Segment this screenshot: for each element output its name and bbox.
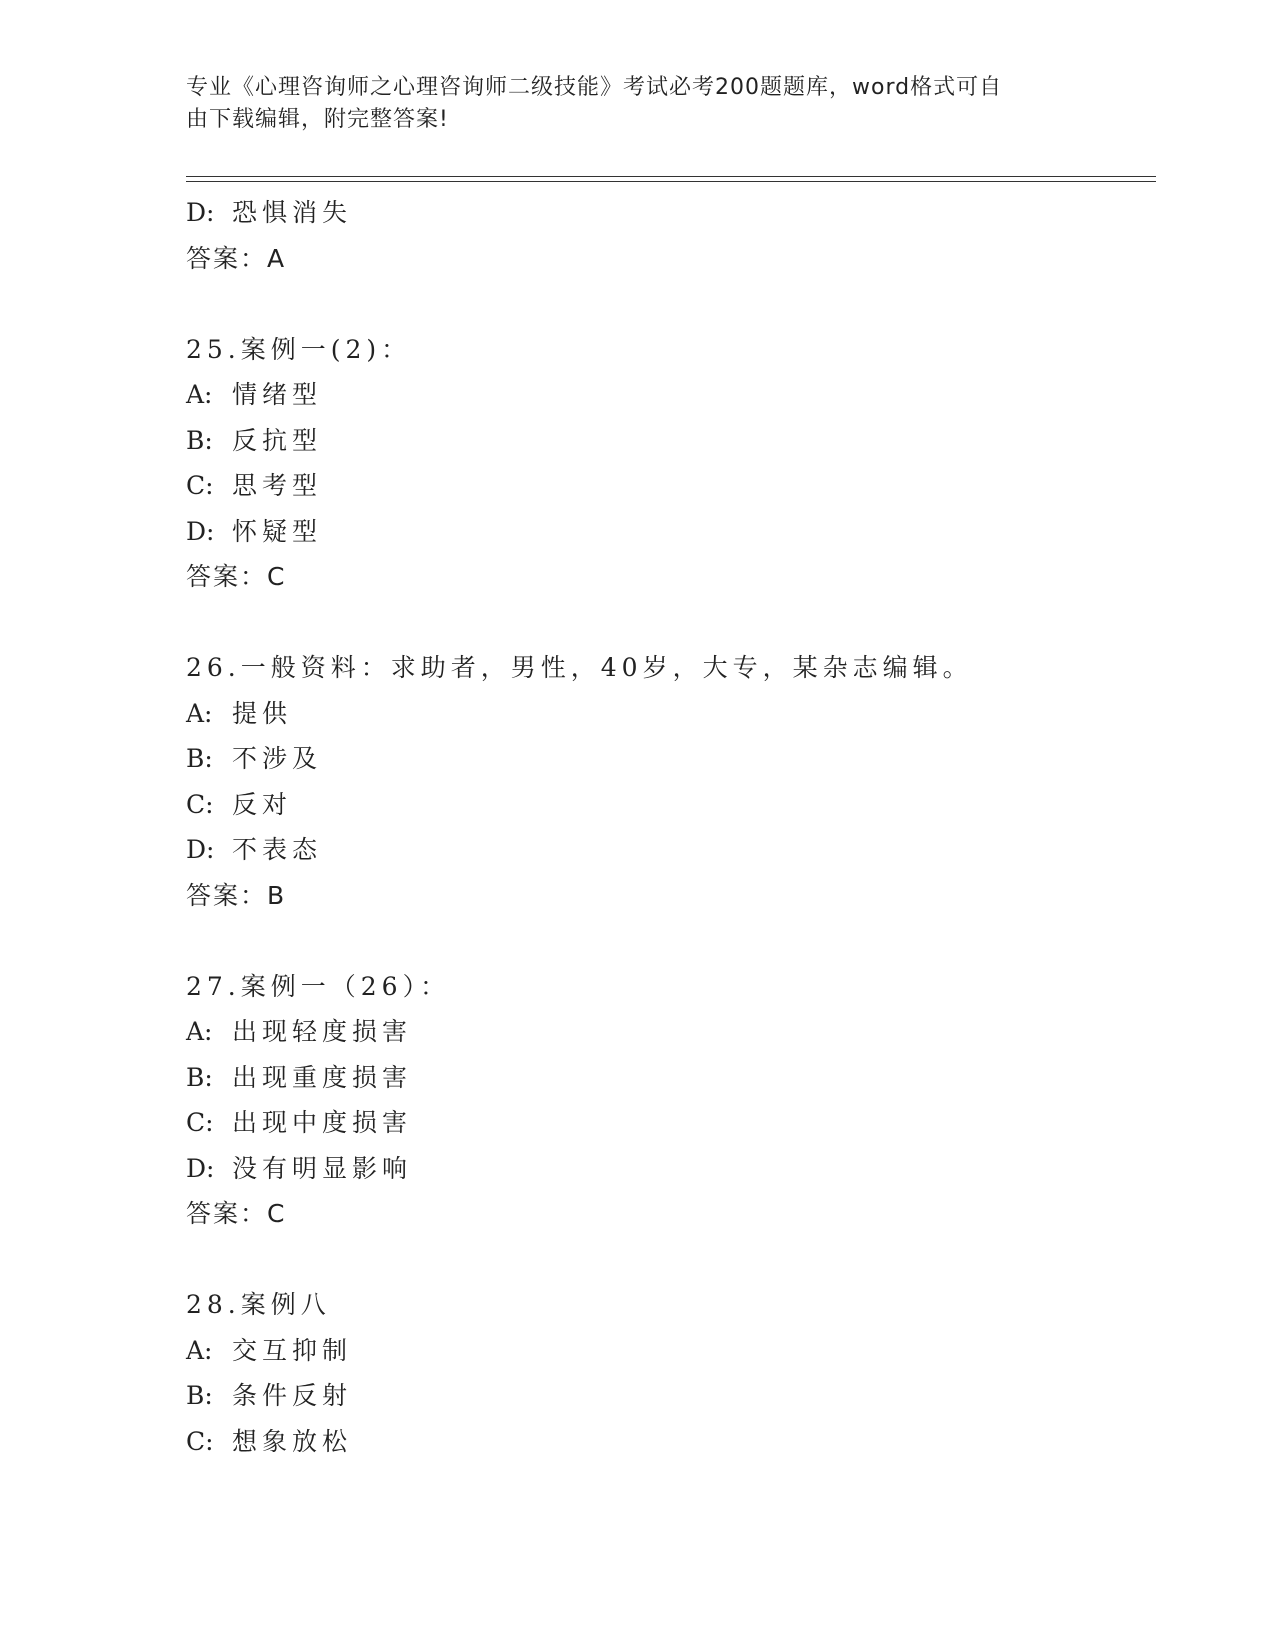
answer-line: 答案：A <box>186 243 287 273</box>
question-title: 28.案例八 <box>186 1290 331 1319</box>
option-text: 思考型 <box>232 471 323 500</box>
option-a <box>186 1009 1186 1055</box>
option-text: 条件反射 <box>232 1381 353 1410</box>
option-text: 恐惧消失 <box>232 198 353 227</box>
answer-line: 答案：C <box>186 1199 287 1228</box>
option-label: C: <box>186 471 214 500</box>
option-label: B: <box>186 744 213 773</box>
option-text: 不表态 <box>232 835 323 864</box>
option-text: 提供 <box>232 698 293 728</box>
option-d <box>186 190 1186 236</box>
option-label: D: <box>186 198 215 227</box>
option-label: B: <box>186 1381 213 1410</box>
option-b <box>186 736 1186 782</box>
option-text: 不涉及 <box>232 744 323 773</box>
option-text: 反抗型 <box>232 425 323 455</box>
option-text: 情绪型 <box>232 380 323 409</box>
option-c <box>186 1419 1186 1465</box>
header-line-1: 专业《心理咨询师之心理咨询师二级技能》考试必考200题题库，word格式可自 <box>186 75 1003 100</box>
option-text: 出现重度损害 <box>232 1062 413 1092</box>
question-list <box>186 190 1186 1464</box>
spacer <box>186 600 1186 646</box>
answer-line: 答案：B <box>186 880 287 910</box>
question-title: 26.一般资料：求助者，男性，40岁，大专，某杂志编辑。 <box>186 653 973 682</box>
question-title: 25.案例一(2)： <box>186 334 412 364</box>
option-label: D: <box>186 516 215 546</box>
option-label: D: <box>186 1153 215 1183</box>
option-text: 出现轻度损害 <box>232 1017 413 1046</box>
question-title: 27.案例一（26）： <box>186 971 451 1001</box>
option-a <box>186 691 1186 737</box>
option-label: C: <box>186 1108 214 1137</box>
document-header <box>186 72 1086 136</box>
option-text: 出现中度损害 <box>232 1108 413 1137</box>
option-c <box>186 1100 1186 1146</box>
option-text: 交互抑制 <box>232 1335 353 1365</box>
header-divider-top <box>186 176 1156 177</box>
option-text: 想象放松 <box>232 1426 353 1456</box>
option-label: A: <box>186 1335 213 1365</box>
option-a <box>186 372 1186 418</box>
option-d <box>186 509 1186 555</box>
option-label: B: <box>186 1062 213 1092</box>
option-c <box>186 782 1186 828</box>
spacer <box>186 918 1186 964</box>
option-d <box>186 827 1186 873</box>
option-label: A: <box>186 380 213 409</box>
option-label: D: <box>186 835 215 864</box>
option-label: B: <box>186 425 213 455</box>
option-text: 反对 <box>232 789 293 819</box>
header-divider-bottom <box>186 181 1156 182</box>
option-a <box>186 1328 1186 1374</box>
option-d <box>186 1146 1186 1192</box>
option-b <box>186 1373 1186 1419</box>
spacer <box>186 1237 1186 1283</box>
option-text: 没有明显影响 <box>232 1153 413 1183</box>
option-label: C: <box>186 1426 214 1456</box>
option-label: A: <box>186 1017 213 1046</box>
option-b <box>186 418 1186 464</box>
option-label: A: <box>186 698 213 728</box>
header-line-2: 由下载编辑，附完整答案! <box>186 107 449 132</box>
option-b <box>186 1055 1186 1101</box>
spacer <box>186 281 1186 327</box>
option-text: 怀疑型 <box>232 516 323 546</box>
option-label: C: <box>186 789 214 819</box>
option-c <box>186 463 1186 509</box>
answer-line: 答案：C <box>186 562 287 591</box>
